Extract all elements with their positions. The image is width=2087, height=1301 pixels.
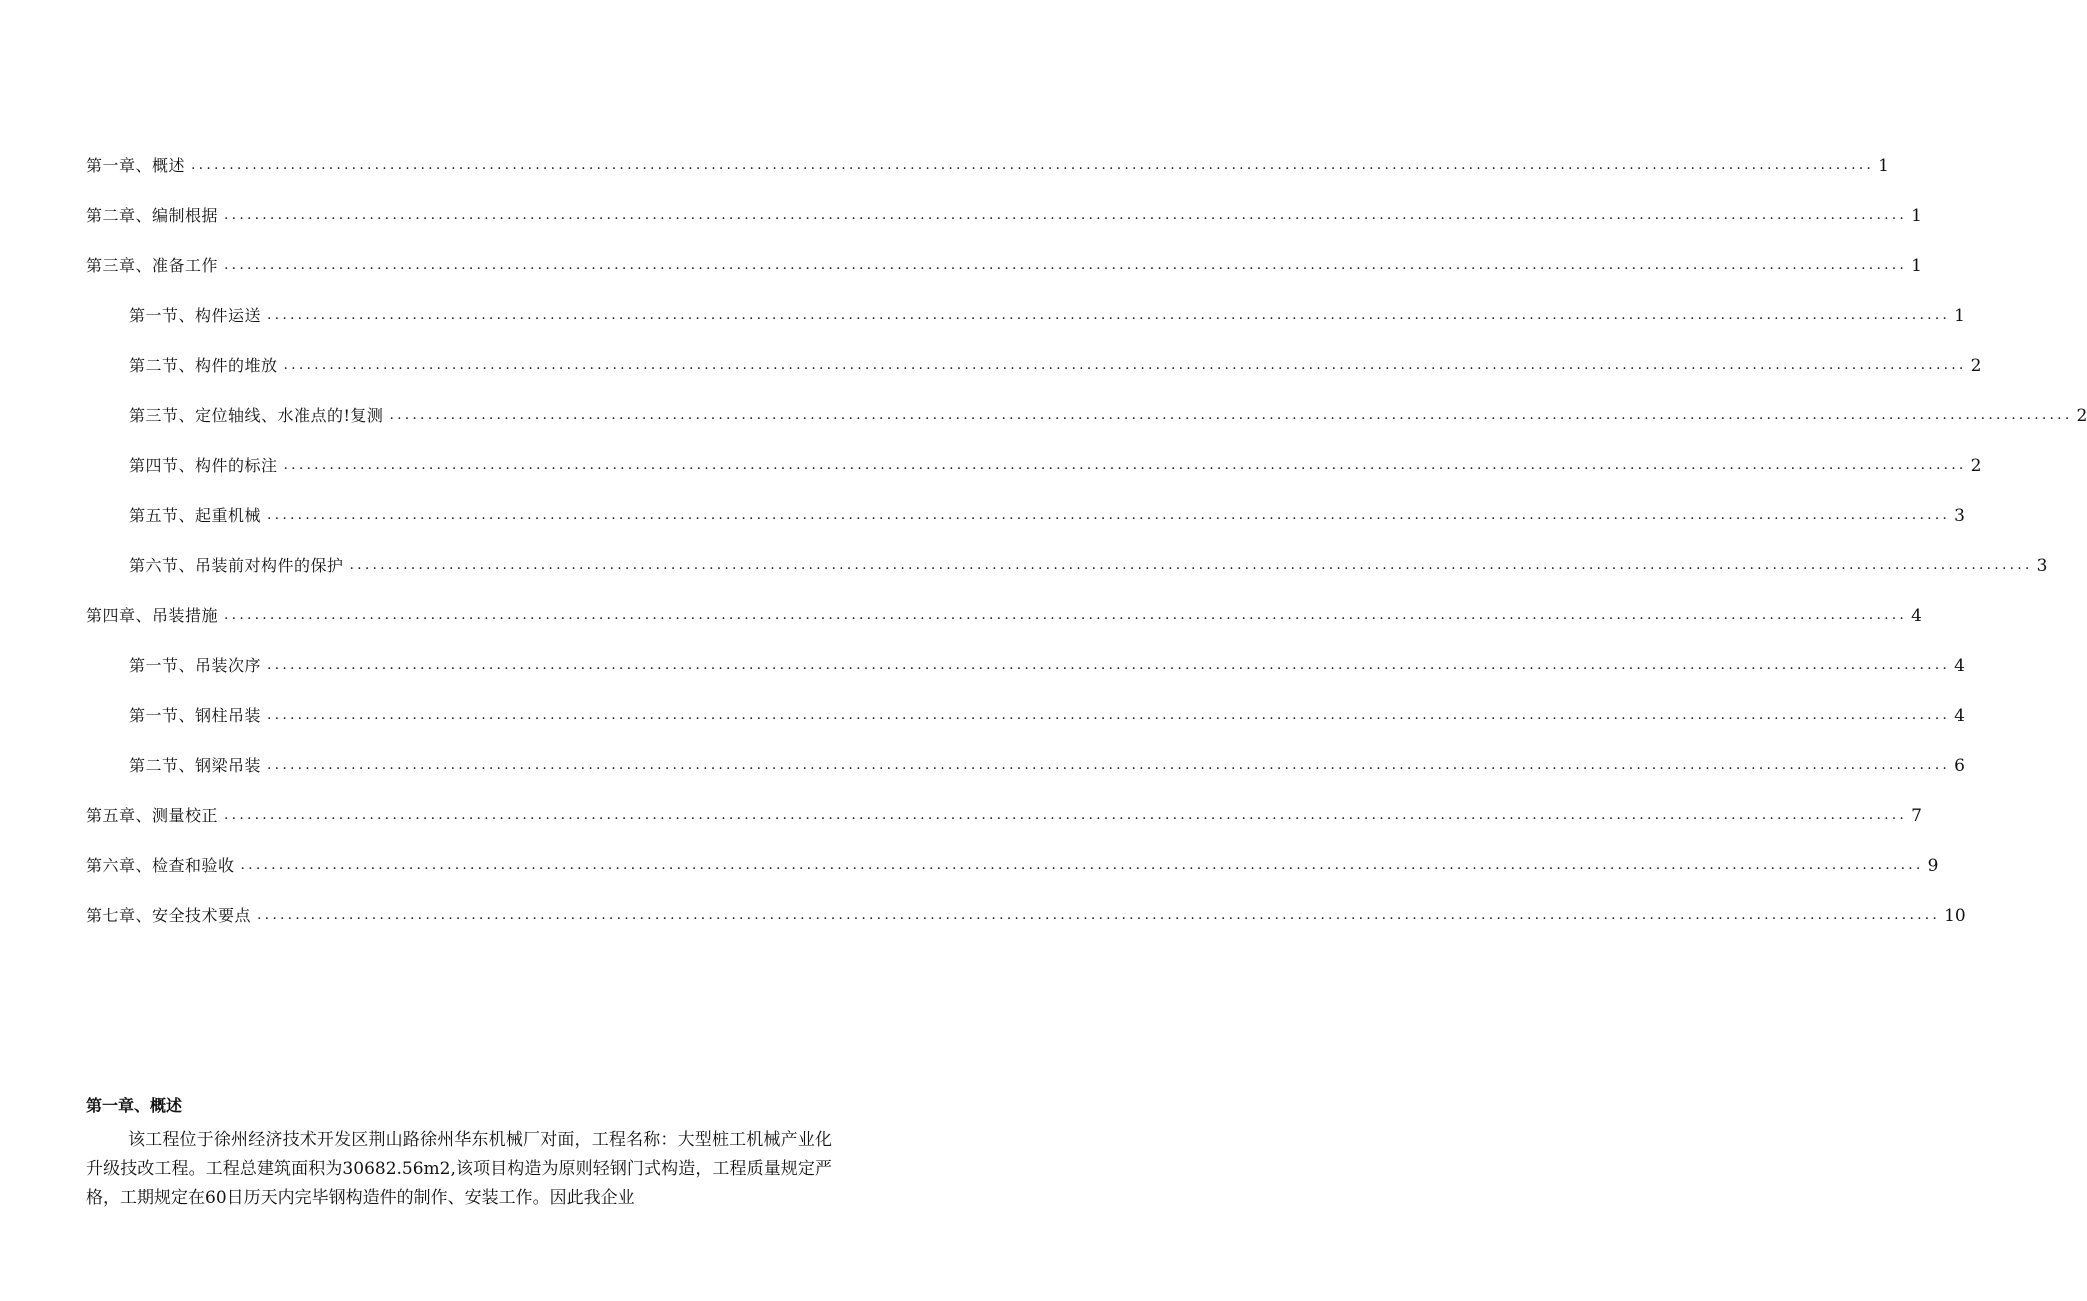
body-paragraph: 该工程位于徐州经济技术开发区荆山路徐州华东机械厂对面，工程名称：大型桩工机械产业化升级技改工程。工程总建筑面积为30682.56m2,该项目构造为原则轻钢门式构造，工程质量规定严格，工期规定在60日历天内完毕钢构造件的制作、安装工作。因此我企业 bbox=[86, 1130, 832, 1208]
toc-entry[interactable] bbox=[129, 496, 1965, 526]
toc-entry-page: 2 bbox=[1970, 356, 1982, 376]
toc-entry-title: 第三节、定位轴线、水准点的!复测 bbox=[129, 406, 384, 425]
toc-entry[interactable] bbox=[129, 746, 1965, 776]
toc-dot-leader: ............................................................................................................................................................................................................................ bbox=[224, 807, 1908, 823]
toc-entry[interactable] bbox=[86, 896, 1966, 926]
toc-entry[interactable] bbox=[129, 446, 1982, 476]
toc-entry[interactable] bbox=[129, 346, 1982, 376]
toc-entry-page: 6 bbox=[1954, 756, 1965, 776]
toc-entry-title: 第二节、构件的堆放 bbox=[129, 356, 278, 375]
toc-entry-page: 1 bbox=[1911, 206, 1922, 226]
toc-entry[interactable] bbox=[86, 796, 1922, 826]
toc-entry-title: 第四节、构件的标注 bbox=[129, 456, 278, 475]
toc-entry-page: 1 bbox=[1878, 156, 1889, 176]
toc-entry-title: 第一节、构件运送 bbox=[129, 306, 262, 325]
section-heading: 第一章、概述 bbox=[86, 1096, 183, 1115]
toc-dot-leader: ............................................................................................................................................................................................................................ bbox=[224, 607, 1908, 623]
toc-dot-leader: ............................................................................................................................................................................................................................ bbox=[224, 207, 1908, 223]
toc-entry-title: 第七章、安全技术要点 bbox=[86, 906, 252, 925]
toc-entry-page: 3 bbox=[2036, 556, 2048, 576]
toc-entry-title: 第六节、吊装前对构件的保护 bbox=[129, 556, 344, 575]
toc-entry-title: 第二章、编制根据 bbox=[86, 206, 219, 225]
toc-entry[interactable] bbox=[129, 546, 2048, 576]
toc-entry-title: 第一节、吊装次序 bbox=[129, 656, 262, 675]
toc-dot-leader: ............................................................................................................................................................................................................................ bbox=[389, 407, 2073, 423]
toc-entry-title: 第五节、起重机械 bbox=[129, 506, 262, 525]
toc-dot-leader: ............................................................................................................................................................................................................................ bbox=[240, 857, 1924, 873]
toc-entry-title: 第一节、钢柱吊装 bbox=[129, 706, 262, 725]
toc-entry-title: 第二节、钢梁吊装 bbox=[129, 756, 262, 775]
toc-dot-leader: ............................................................................................................................................................................................................................ bbox=[283, 357, 1967, 373]
toc-entry-page: 1 bbox=[1911, 256, 1922, 276]
toc-entry-page: 10 bbox=[1944, 906, 1966, 926]
toc-entry[interactable] bbox=[129, 646, 1965, 676]
toc-dot-leader: ............................................................................................................................................................................................................................ bbox=[283, 457, 1967, 473]
toc-entry-page: 1 bbox=[1954, 306, 1965, 326]
toc-dot-leader: ............................................................................................................................................................................................................................ bbox=[257, 907, 1941, 923]
toc-entry[interactable] bbox=[129, 296, 1965, 326]
toc-dot-leader: ............................................................................................................................................................................................................................ bbox=[267, 757, 1951, 773]
toc-entry-page: 4 bbox=[1911, 606, 1922, 626]
toc-entry[interactable] bbox=[86, 146, 1889, 176]
toc-entry[interactable] bbox=[129, 396, 2087, 426]
toc-entry[interactable] bbox=[86, 596, 1922, 626]
chapter-one-section bbox=[86, 1094, 832, 1213]
toc-entry[interactable] bbox=[86, 196, 1922, 226]
toc-entry-page: 2 bbox=[1970, 456, 1982, 476]
toc-entry-title: 第四章、吊装措施 bbox=[86, 606, 219, 625]
toc-dot-leader: ............................................................................................................................................................................................................................ bbox=[267, 657, 1951, 673]
toc-entry-page: 7 bbox=[1911, 806, 1922, 826]
toc-dot-leader: ............................................................................................................................................................................................................................ bbox=[267, 307, 1951, 323]
toc-entry-title: 第五章、测量校正 bbox=[86, 806, 219, 825]
toc-entry-page: 3 bbox=[1954, 506, 1965, 526]
toc-entry-title: 第一章、概述 bbox=[86, 156, 186, 175]
toc-dot-leader: ............................................................................................................................................................................................................................ bbox=[349, 557, 2033, 573]
toc-entry-page: 4 bbox=[1954, 656, 1965, 676]
toc-entry-title: 第三章、准备工作 bbox=[86, 256, 219, 275]
toc-entry[interactable] bbox=[86, 846, 1939, 876]
toc-entry-page: 2 bbox=[2076, 406, 2087, 426]
toc-entry[interactable] bbox=[129, 696, 1965, 726]
toc-entry-page: 4 bbox=[1954, 706, 1965, 726]
toc-dot-leader: ............................................................................................................................................................................................................................ bbox=[267, 707, 1951, 723]
toc-entry-title: 第六章、检查和验收 bbox=[86, 856, 235, 875]
toc-dot-leader: ............................................................................................................................................................................................................................ bbox=[267, 507, 1951, 523]
toc-entry-page: 9 bbox=[1927, 856, 1939, 876]
toc-entry[interactable] bbox=[86, 246, 1922, 276]
toc-dot-leader: ............................................................................................................................................................................................................................ bbox=[191, 157, 1875, 173]
toc-dot-leader: ............................................................................................................................................................................................................................ bbox=[224, 257, 1908, 273]
